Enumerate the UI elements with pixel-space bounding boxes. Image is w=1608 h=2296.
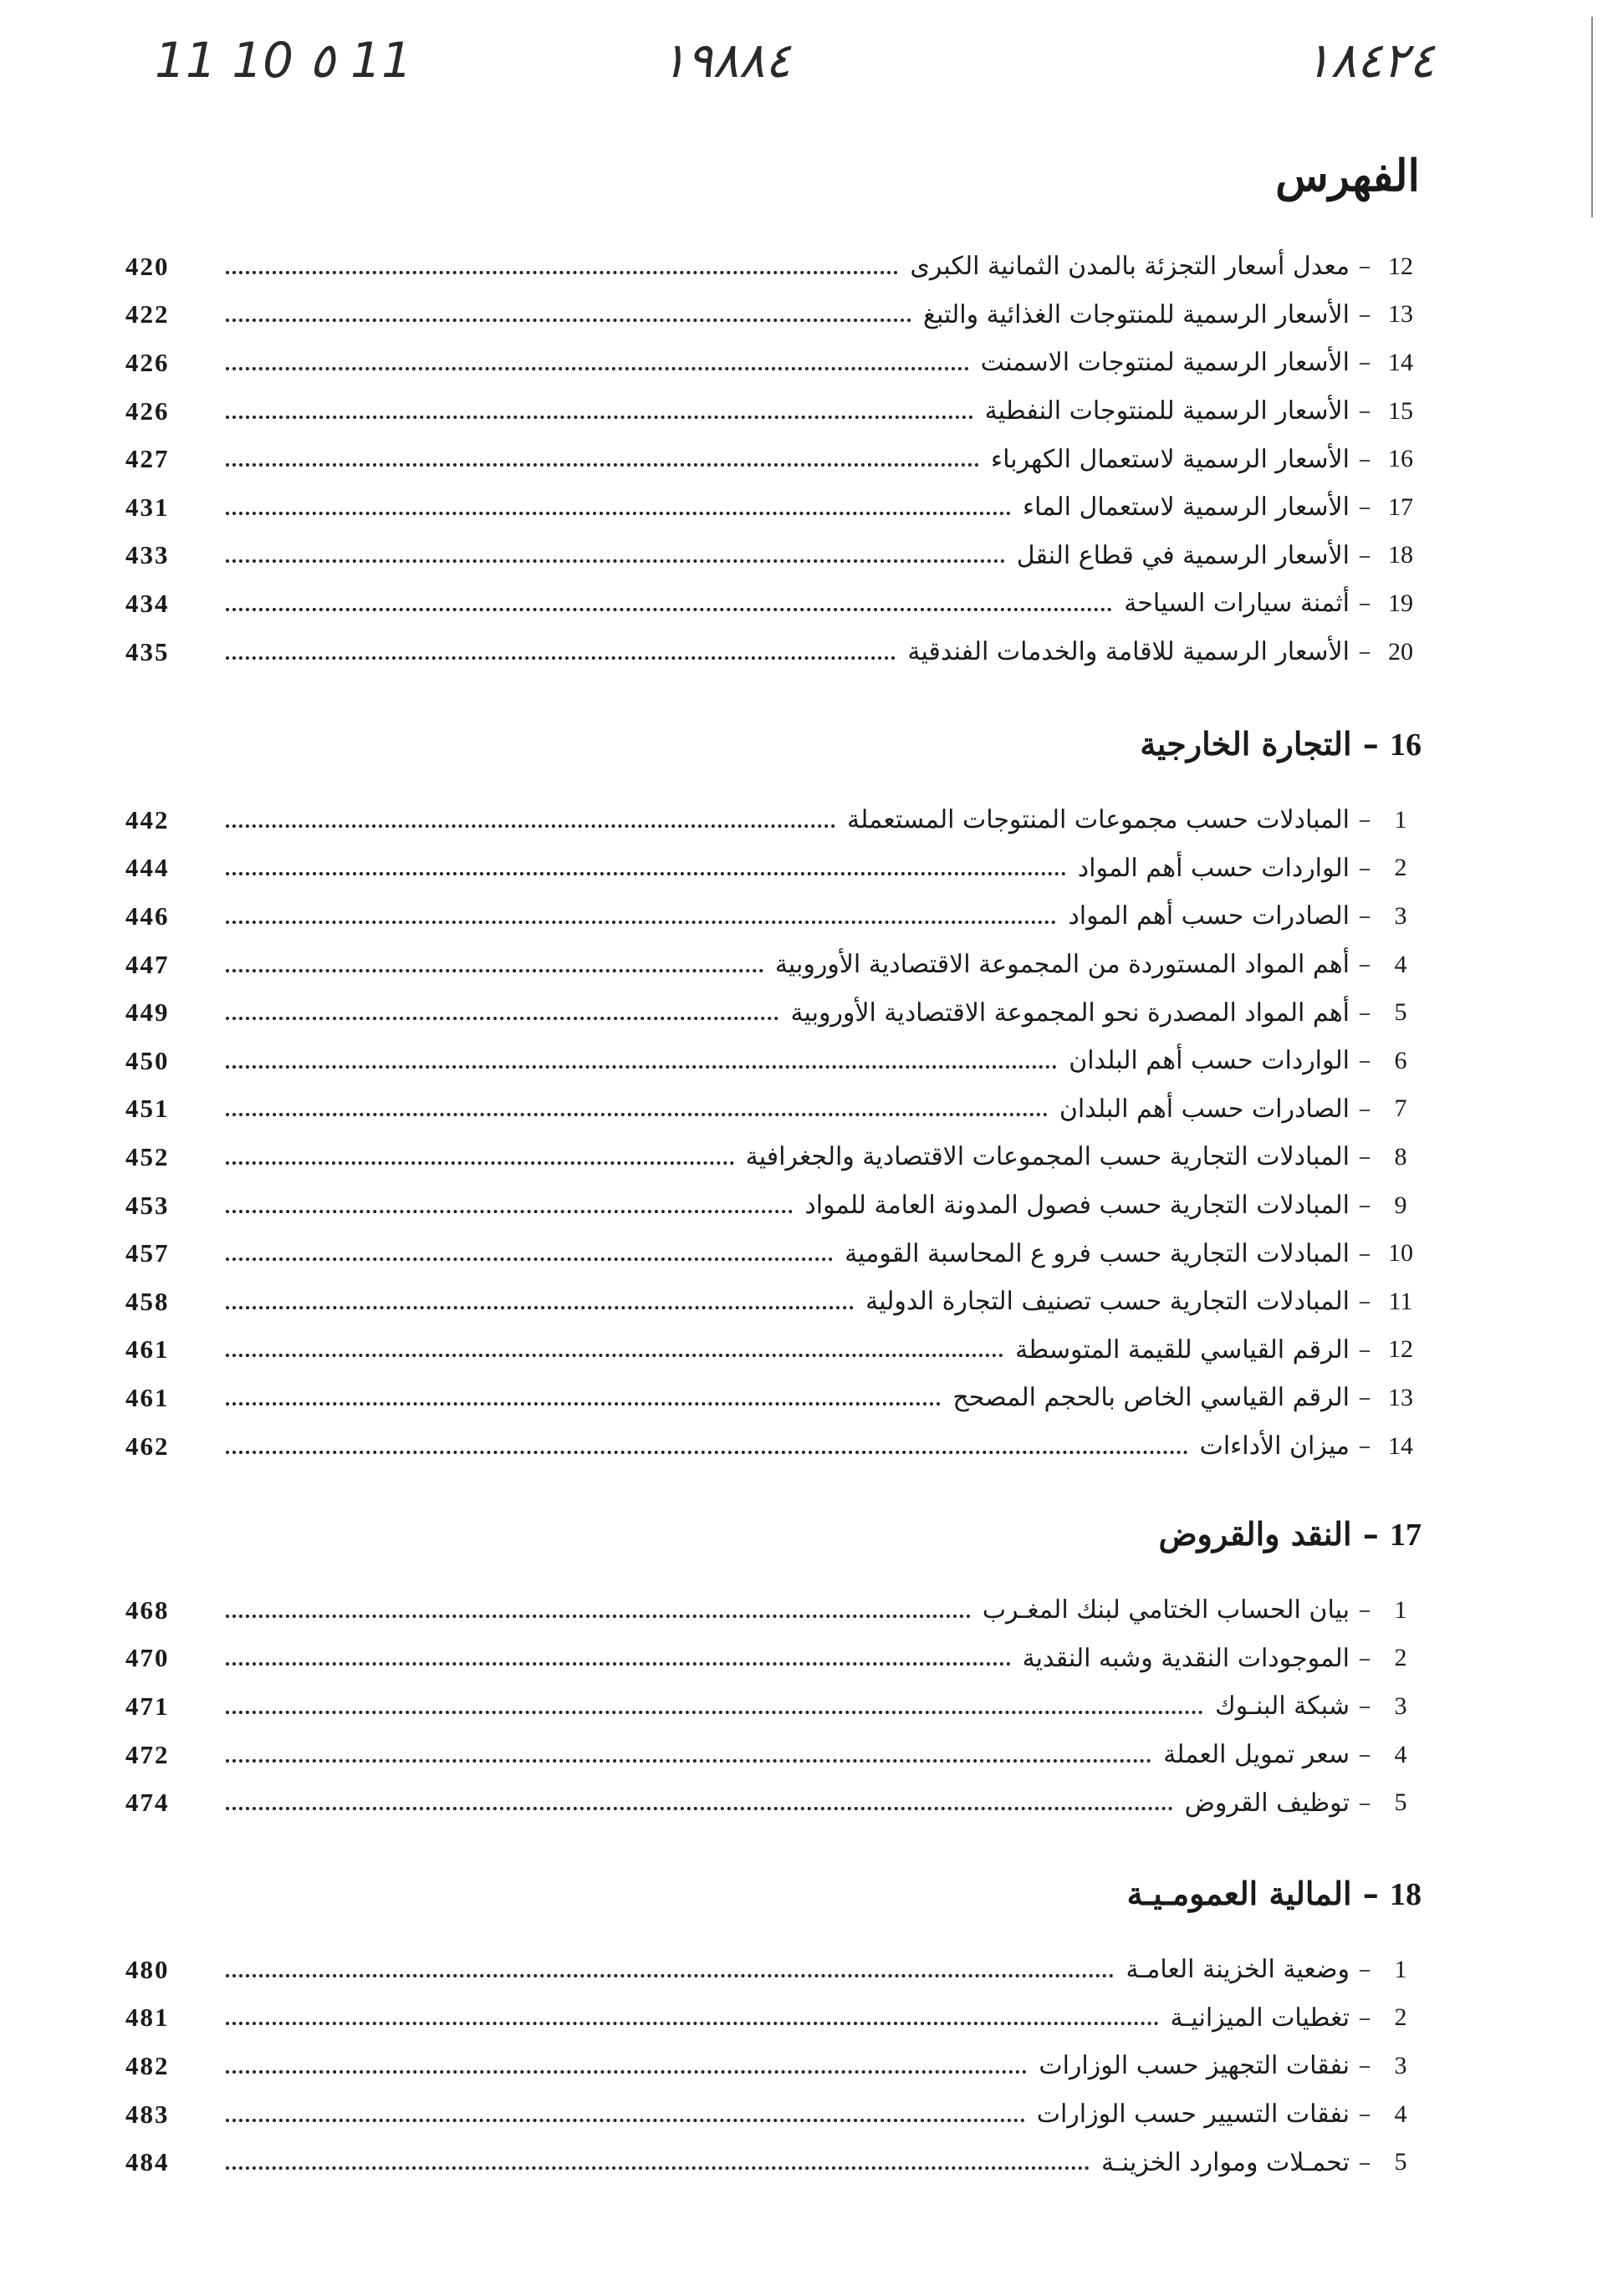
toc-item-dash: – bbox=[1358, 901, 1371, 931]
toc-item-page: 481 bbox=[125, 2003, 170, 2033]
toc-row bbox=[125, 892, 1422, 941]
toc-item-label: الصادرات حسب أهم المواد bbox=[1068, 901, 1350, 931]
toc-item-number: 1 bbox=[1394, 1595, 1407, 1624]
dot-leader bbox=[226, 271, 898, 274]
toc-item-page: 472 bbox=[125, 1739, 170, 1769]
dot-leader bbox=[226, 559, 1005, 563]
dot-leader bbox=[226, 1662, 1011, 1666]
toc-item-number: 5 bbox=[1394, 2148, 1407, 2176]
toc-item-page: 433 bbox=[125, 540, 170, 570]
toc-item-number: 18 bbox=[1388, 541, 1413, 569]
toc-item-page: 420 bbox=[125, 251, 170, 281]
toc-item-number: 17 bbox=[1388, 492, 1413, 521]
dot-leader bbox=[226, 1354, 1003, 1357]
toc-item-label: شبكة البنـوك bbox=[1215, 1691, 1350, 1722]
toc-item-number: 2 bbox=[1394, 2003, 1407, 2032]
dot-leader bbox=[226, 2119, 1025, 2122]
toc-item-page: 482 bbox=[125, 2050, 170, 2080]
toc-item-page: 471 bbox=[125, 1691, 170, 1721]
toc-item-page: 484 bbox=[125, 2147, 170, 2177]
dot-leader bbox=[226, 416, 973, 419]
toc-item-page: 458 bbox=[125, 1286, 170, 1316]
section-heading bbox=[125, 1509, 1422, 1559]
toc-row bbox=[125, 628, 1422, 676]
toc-row bbox=[125, 2138, 1422, 2186]
toc-item-page: 483 bbox=[125, 2099, 170, 2129]
dot-leader bbox=[226, 872, 1066, 875]
toc-item-page: 474 bbox=[125, 1788, 170, 1818]
toc-item-dash: – bbox=[1358, 348, 1371, 378]
toc-item-number: 4 bbox=[1394, 2100, 1407, 2128]
toc-item-dash: – bbox=[1358, 1142, 1371, 1172]
toc-item-label: أثمنة سيارات السياحة bbox=[1124, 589, 1350, 619]
toc-row bbox=[125, 1229, 1422, 1278]
section-heading-dash: – bbox=[1351, 1875, 1390, 1912]
toc-item-number: 8 bbox=[1394, 1142, 1407, 1171]
dot-leader bbox=[226, 367, 969, 370]
toc-item-dash: – bbox=[1358, 853, 1371, 883]
page-title: الفهرس bbox=[1275, 151, 1420, 202]
dot-leader bbox=[226, 1807, 1173, 1810]
toc-item-dash: – bbox=[1358, 2100, 1371, 2130]
toc-item-page: 446 bbox=[125, 901, 170, 931]
toc-item-dash: – bbox=[1358, 1287, 1371, 1317]
toc-item-number: 13 bbox=[1388, 300, 1413, 329]
toc-item-page: 461 bbox=[125, 1334, 170, 1365]
toc-item-page: 426 bbox=[125, 395, 170, 426]
dot-leader bbox=[226, 656, 896, 660]
toc-item-page: 462 bbox=[125, 1431, 170, 1461]
dot-leader bbox=[226, 1759, 1151, 1763]
section-title: المالية العمومـيـة bbox=[1126, 1875, 1352, 1912]
section-heading-dash: – bbox=[1351, 725, 1390, 763]
toc-row bbox=[125, 1374, 1422, 1422]
toc-row bbox=[125, 291, 1422, 339]
toc-item-number: 19 bbox=[1388, 589, 1413, 617]
dot-leader bbox=[226, 921, 1056, 924]
toc-item-page: 470 bbox=[125, 1643, 170, 1673]
toc-row bbox=[125, 1586, 1422, 1635]
toc-row bbox=[125, 1682, 1422, 1731]
toc-row bbox=[125, 1994, 1422, 2043]
toc-item-dash: – bbox=[1358, 2003, 1371, 2033]
toc-item-dash: – bbox=[1358, 1094, 1371, 1124]
toc-item-page: 457 bbox=[125, 1238, 170, 1268]
toc-item-dash: – bbox=[1358, 1238, 1371, 1268]
toc-item-label: نفقات التسيير حسب الوزارات bbox=[1036, 2100, 1350, 2130]
toc-item-label: توظيف القروض bbox=[1184, 1788, 1350, 1818]
toc-item-label: أهم المواد المصدرة نحو المجموعة الاقتصادية الأوروبية bbox=[790, 997, 1350, 1028]
handwritten-annotation-center: ١٩٨٨٤ bbox=[661, 32, 791, 89]
section-number: 18 bbox=[1390, 1877, 1422, 1912]
toc-item-label: الأسعار الرسمية لمنتوجات الاسمنت bbox=[980, 348, 1350, 378]
dot-leader bbox=[226, 1615, 971, 1618]
toc-row bbox=[125, 242, 1422, 291]
toc-item-dash: – bbox=[1358, 1334, 1371, 1365]
toc-item-dash: – bbox=[1358, 805, 1371, 835]
toc-item-label: تغطيات الميزانيـة bbox=[1170, 2003, 1350, 2033]
toc-row bbox=[125, 1778, 1422, 1827]
toc-row bbox=[125, 796, 1422, 844]
dot-leader bbox=[226, 2166, 1090, 2170]
toc-section-foreign-trade bbox=[125, 719, 1422, 1470]
toc-item-label: الرقم القياسي الخاص بالحجم المصحح bbox=[952, 1383, 1350, 1413]
toc-item-label: تحمـلات وموارد الخزينـة bbox=[1101, 2147, 1350, 2177]
toc-row bbox=[125, 988, 1422, 1037]
toc-item-label: معدل أسعار التجزئة بالمدن الثمانية الكبرى bbox=[910, 252, 1350, 282]
toc-item-dash: – bbox=[1358, 637, 1371, 667]
toc-item-dash: – bbox=[1358, 1740, 1371, 1770]
toc-item-number: 7 bbox=[1394, 1094, 1407, 1123]
dot-leader bbox=[226, 969, 763, 972]
dot-leader bbox=[226, 2022, 1159, 2025]
toc-item-number: 12 bbox=[1388, 1335, 1413, 1364]
toc-item-label: الأسعار الرسمية للاقامة والخدمات الفندقية bbox=[907, 637, 1350, 667]
toc-item-label: الموجودات النقدية وشبه النقدية bbox=[1022, 1643, 1350, 1673]
toc-row bbox=[125, 1326, 1422, 1375]
toc-item-page: 427 bbox=[125, 444, 170, 474]
toc-item-number: 12 bbox=[1388, 252, 1413, 280]
toc-item-page: 480 bbox=[125, 1954, 170, 1984]
toc-item-dash: – bbox=[1358, 396, 1371, 426]
toc-item-page: 451 bbox=[125, 1094, 170, 1124]
toc-item-dash: – bbox=[1358, 589, 1371, 619]
toc-item-label: ميزان الأداءات bbox=[1199, 1431, 1350, 1462]
toc-item-page: 434 bbox=[125, 588, 170, 618]
dot-leader bbox=[226, 1451, 1188, 1454]
toc-item-number: 4 bbox=[1394, 950, 1407, 978]
toc-row bbox=[125, 579, 1422, 628]
dot-leader bbox=[226, 1306, 854, 1309]
toc-item-dash: – bbox=[1358, 540, 1371, 570]
toc-item-dash: – bbox=[1358, 1788, 1371, 1818]
dot-leader bbox=[226, 1402, 941, 1406]
dot-leader bbox=[226, 512, 1011, 515]
toc-item-dash: – bbox=[1358, 492, 1371, 523]
toc-item-page: 447 bbox=[125, 949, 170, 979]
toc-section-continued bbox=[125, 242, 1422, 676]
toc-item-page: 453 bbox=[125, 1190, 170, 1220]
toc-item-label: الواردات حسب أهم البلدان bbox=[1069, 1046, 1350, 1076]
toc-row bbox=[125, 435, 1422, 483]
toc-row bbox=[125, 1037, 1422, 1085]
dot-leader bbox=[226, 319, 911, 322]
toc-item-number: 2 bbox=[1394, 854, 1407, 882]
toc-item-dash: – bbox=[1358, 1691, 1371, 1722]
section-heading bbox=[125, 719, 1422, 769]
toc-row bbox=[125, 1946, 1422, 1994]
toc-row bbox=[125, 941, 1422, 989]
toc-row bbox=[125, 1181, 1422, 1230]
toc-item-page: 449 bbox=[125, 997, 170, 1028]
toc-item-page: 426 bbox=[125, 347, 170, 377]
toc-item-number: 1 bbox=[1394, 805, 1407, 834]
section-title: النقد والقروض bbox=[1158, 1515, 1352, 1553]
toc-item-dash: – bbox=[1358, 1046, 1371, 1076]
toc-item-page: 431 bbox=[125, 492, 170, 522]
toc-item-label: المبادلات التجارية حسب فرو ع المحاسبة القومية bbox=[845, 1238, 1350, 1268]
dot-leader bbox=[226, 1065, 1057, 1069]
dot-leader bbox=[226, 1711, 1203, 1714]
toc-item-dash: – bbox=[1358, 2051, 1371, 2081]
toc-item-label: سعر تمويل العملة bbox=[1163, 1740, 1350, 1770]
toc-item-label: المبادلات التجارية حسب المجموعات الاقتصادية والجغرافية bbox=[745, 1142, 1350, 1172]
section-heading-dash: – bbox=[1351, 1515, 1390, 1553]
dot-leader bbox=[226, 1113, 1048, 1116]
toc-item-dash: – bbox=[1358, 2147, 1371, 2177]
dot-leader bbox=[226, 824, 835, 828]
toc-item-page: 444 bbox=[125, 853, 170, 883]
toc-section-money-credit bbox=[125, 1509, 1422, 1827]
toc-item-number: 16 bbox=[1388, 445, 1413, 473]
toc-item-number: 3 bbox=[1394, 1691, 1407, 1720]
toc-item-label: وضعية الخزينة العامـة bbox=[1126, 1955, 1350, 1985]
toc-row bbox=[125, 1635, 1422, 1683]
toc-row bbox=[125, 532, 1422, 580]
toc-item-dash: – bbox=[1358, 997, 1371, 1028]
toc-item-dash: – bbox=[1358, 252, 1371, 282]
toc-item-label: الصادرات حسب أهم البلدان bbox=[1059, 1094, 1350, 1124]
toc-item-number: 5 bbox=[1394, 998, 1407, 1027]
toc-item-number: 15 bbox=[1388, 396, 1413, 425]
toc-item-page: 468 bbox=[125, 1594, 170, 1625]
dot-leader bbox=[226, 608, 1112, 611]
dot-leader bbox=[226, 1974, 1114, 1977]
toc-item-dash: – bbox=[1358, 299, 1371, 329]
section-number: 16 bbox=[1390, 727, 1422, 763]
toc-row bbox=[125, 2090, 1422, 2139]
toc-item-label: الأسعار الرسمية في قطاع النقل bbox=[1016, 540, 1350, 570]
dot-leader bbox=[226, 1258, 833, 1261]
dot-leader bbox=[226, 1210, 793, 1213]
toc-item-number: 4 bbox=[1394, 1740, 1407, 1768]
toc-item-label: أهم المواد المستوردة من المجموعة الاقتصادية الأوروبية bbox=[774, 950, 1350, 980]
section-heading bbox=[125, 1869, 1422, 1919]
toc-item-number: 14 bbox=[1388, 348, 1413, 376]
toc-item-dash: – bbox=[1358, 1383, 1371, 1413]
toc-item-label: الأسعار الرسمية للمنتوجات الغذائية والتبغ bbox=[923, 299, 1350, 329]
toc-item-dash: – bbox=[1358, 444, 1371, 474]
section-title: التجارة الخارجية bbox=[1140, 725, 1352, 763]
dot-leader bbox=[226, 1161, 734, 1165]
toc-row bbox=[125, 483, 1422, 532]
toc-item-number: 3 bbox=[1394, 2051, 1407, 2079]
toc-row bbox=[125, 1422, 1422, 1471]
toc-item-page: 452 bbox=[125, 1141, 170, 1171]
section-number: 17 bbox=[1390, 1518, 1422, 1553]
toc-item-label: المبادلات التجارية حسب تصنيف التجارة الدولية bbox=[865, 1287, 1350, 1317]
toc-item-dash: – bbox=[1358, 1431, 1371, 1462]
toc-item-number: 11 bbox=[1388, 1287, 1413, 1315]
toc-section-public-finance bbox=[125, 1869, 1422, 2186]
toc-row bbox=[125, 1731, 1422, 1779]
toc-item-page: 442 bbox=[125, 804, 170, 834]
toc-item-number: 20 bbox=[1388, 637, 1413, 666]
toc-item-number: 3 bbox=[1394, 901, 1407, 930]
toc-item-dash: – bbox=[1358, 1191, 1371, 1221]
toc-item-number: 14 bbox=[1388, 1431, 1413, 1460]
toc-item-page: 435 bbox=[125, 636, 170, 666]
toc-item-page: 422 bbox=[125, 299, 170, 329]
toc-row bbox=[125, 844, 1422, 893]
toc-item-dash: – bbox=[1358, 950, 1371, 980]
toc-item-number: 2 bbox=[1394, 1644, 1407, 1672]
toc-item-page: 461 bbox=[125, 1382, 170, 1412]
toc-row bbox=[125, 339, 1422, 387]
toc-item-number: 9 bbox=[1394, 1191, 1407, 1219]
toc-row bbox=[125, 1133, 1422, 1181]
toc-item-number: 10 bbox=[1388, 1239, 1413, 1268]
toc-item-dash: – bbox=[1358, 1643, 1371, 1673]
toc-item-label: المبادلات حسب مجموعات المنتوجات المستعملة bbox=[846, 805, 1350, 835]
handwritten-annotation-left: 11 10 ٥ 11 bbox=[155, 32, 412, 89]
toc-item-number: 1 bbox=[1394, 1955, 1407, 1983]
toc-row bbox=[125, 1085, 1422, 1134]
toc-item-dash: – bbox=[1358, 1955, 1371, 1985]
toc-item-number: 13 bbox=[1388, 1383, 1413, 1411]
toc-item-label: الأسعار الرسمية لاستعمال الماء bbox=[1022, 492, 1350, 523]
toc-item-label: الأسعار الرسمية لاستعمال الكهرباء bbox=[990, 444, 1350, 474]
toc-row bbox=[125, 1278, 1422, 1326]
handwritten-annotation-right: ١٨٤٢٤ bbox=[1304, 32, 1435, 89]
dot-leader bbox=[226, 1017, 778, 1020]
toc-row bbox=[125, 387, 1422, 436]
toc-item-label: المبادلات التجارية حسب فصول المدونة العامة للمواد bbox=[804, 1191, 1350, 1221]
toc-item-label: الرقم القياسي للقيمة المتوسطة bbox=[1015, 1334, 1350, 1365]
toc-item-page: 450 bbox=[125, 1045, 170, 1075]
page-edge-mark bbox=[1591, 17, 1593, 217]
toc-item-label: نفقات التجهيز حسب الوزارات bbox=[1039, 2051, 1350, 2081]
toc-item-number: 5 bbox=[1394, 1788, 1407, 1817]
toc-row bbox=[125, 2042, 1422, 2090]
dot-leader bbox=[226, 2070, 1027, 2074]
toc-item-number: 6 bbox=[1394, 1046, 1407, 1074]
toc-item-label: الواردات حسب أهم المواد bbox=[1077, 853, 1350, 883]
toc-item-dash: – bbox=[1358, 1595, 1371, 1625]
toc-item-label: الأسعار الرسمية للمنتوجات النفطية bbox=[984, 396, 1350, 426]
dot-leader bbox=[226, 463, 979, 467]
toc-item-label: بيان الحساب الختامي لبنك المغـرب bbox=[982, 1595, 1350, 1625]
